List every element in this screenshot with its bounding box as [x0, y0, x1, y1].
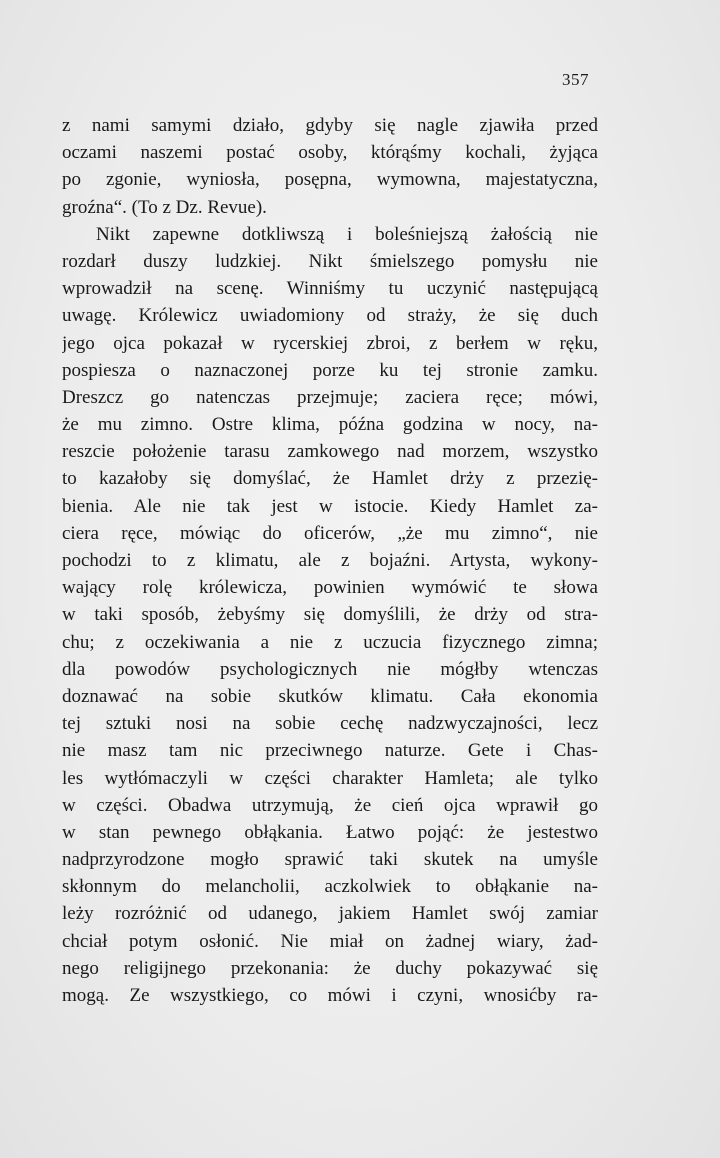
- text-line: les wytłómaczyli w części charakter Hamleta; ale tylko: [62, 767, 598, 789]
- text-line: wający rolę królewicza, powinien wymówić te słowa: [62, 577, 598, 599]
- text-line: pochodzi to z klimatu, ale z bojaźni. Artysta, wykony-: [62, 550, 598, 571]
- text-line: groźna“. (To z Dz. Revue).: [62, 196, 267, 218]
- text-line: rozdarł duszy ludzkiej. Nikt śmielszego pomysłu nie: [62, 250, 598, 272]
- text-line: Dreszcz go natenczas przejmuje; zaciera ręce; mówi,: [62, 386, 598, 408]
- text-line: że mu zimno. Ostre klima, późna godzina w nocy, na-: [62, 414, 598, 436]
- text-line: mogą. Ze wszystkiego, co mówi i czyni, wnosićby ra-: [62, 985, 598, 1006]
- text-line: jego ojca pokazał w rycerskiej zbroi, z berłem w ręku,: [62, 332, 598, 354]
- text-line: nadprzyrodzone mogło sprawić taki skutek na umyśle: [62, 849, 598, 871]
- body-text: [62, 112, 598, 1009]
- text-line: chu; z oczekiwania a nie z uczucia fizycznego zimna;: [62, 631, 598, 653]
- text-line: dla powodów psychologicznych nie mógłby wtenczas: [62, 658, 598, 680]
- text-line: chciał potym osłonić. Nie miał on żadnej wiary, żad-: [62, 930, 598, 952]
- text-line: reszcie położenie tarasu zamkowego nad morzem, wszystko: [62, 441, 598, 463]
- text-line: po zgonie, wyniosła, posępna, wymowna, majestatyczna,: [62, 169, 598, 191]
- text-line: z nami samymi działo, gdyby się nagle zjawiła przed: [62, 115, 598, 136]
- text-line: doznawać na sobie skutków klimatu. Cała ekonomia: [62, 685, 598, 707]
- text-line: bienia. Ale nie tak jest w istocie. Kiedy Hamlet za-: [62, 495, 598, 517]
- text-line: to kazałoby się domyślać, że Hamlet drży z przezię-: [62, 468, 598, 490]
- text-line: leży rozróżnić od udanego, jakiem Hamlet swój zamiar: [62, 903, 598, 925]
- text-line: tej sztuki nosi na sobie cechę nadzwyczajności, lecz: [62, 713, 598, 735]
- page-number: 357: [562, 70, 589, 89]
- text-line: uwagę. Królewicz uwiadomiony od straży, że się duch: [62, 305, 598, 327]
- text-line: ciera ręce, mówiąc do oficerów, „że mu zimno“, nie: [62, 522, 598, 544]
- text-line: oczami naszemi postać osoby, którąśmy kochali, żyjąca: [62, 142, 598, 164]
- text-line: skłonnym do melancholii, aczkolwiek to obłąkanie na-: [62, 876, 598, 898]
- text-line: nie masz tam nic przeciwnego naturze. Gete i Chas-: [62, 740, 598, 762]
- text-line: w taki sposób, żebyśmy się domyślili, że drży od stra-: [62, 604, 598, 626]
- text-line: pospiesza o naznaczonej porze ku tej stronie zamku.: [62, 359, 598, 381]
- text-line: nego religijnego przekonania: że duchy pokazywać się: [62, 957, 598, 979]
- text-line: Nikt zapewne dotkliwszą i boleśniejszą żałością nie: [96, 223, 598, 245]
- text-line: w części. Obadwa utrzymują, że cień ojca wprawił go: [62, 794, 598, 816]
- text-line: w stan pewnego obłąkania. Łatwo pojąć: że jestestwo: [62, 821, 598, 843]
- text-line: wprowadził na scenę. Winniśmy tu uczynić następującą: [62, 278, 598, 300]
